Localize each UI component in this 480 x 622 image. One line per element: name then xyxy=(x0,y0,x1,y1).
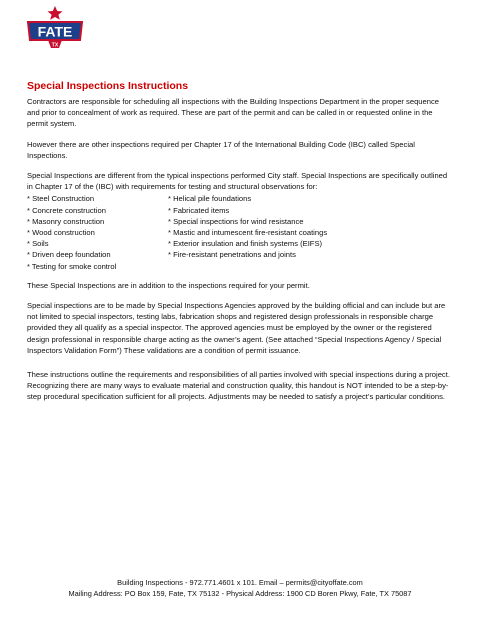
list-item: * Mastic and intumescent fire-resistant coatings xyxy=(168,228,328,238)
page-footer xyxy=(0,577,480,599)
list-item: * Helical pile foundations xyxy=(168,194,252,204)
list-item: * Wood construction xyxy=(27,228,95,238)
logo-text: FATE xyxy=(37,23,73,40)
list-item: * Soils xyxy=(27,239,49,249)
inspection-list-left xyxy=(27,193,168,271)
paragraph-requirements: Special Inspections are different from the typical inspections performed City staff. Special Inspections are specifically outlined in Chapter 17 of the (IBC) with requirements for testing and structural observations for: xyxy=(27,171,448,192)
paragraph-intro: Contractors are responsible for scheduling all inspections with the Building Inspections Department in the proper sequence and prior to concealment of work as required. These are part of the permit and can be called in or requested online in the permit system. xyxy=(27,97,439,129)
logo-subtext: TX xyxy=(51,42,59,49)
list-item: * Exterior insulation and finish systems (EIFS) xyxy=(168,239,323,249)
paragraph-addition: These Special Inspections are in addition to the inspections required for your permit. xyxy=(27,280,310,290)
footer-address: Mailing Address: PO Box 159, Fate, TX 75132 - Physical Address: 1900 CD Boren Pkwy, Fate, TX 75087 xyxy=(68,589,412,598)
list-item: * Concrete construction xyxy=(27,205,106,215)
list-item: * Fabricated items xyxy=(168,205,230,215)
paragraph-agencies: Special inspections are to be made by Special Inspections Agencies approved by the building official and can include but are not limited to special inspectors, testing labs, fabrication shops and registered design professionals in responsible charge provided they all qualify as a special inspector. The approved agencies must be employed by the owner or the registered design professional in responsible charge acting as the owner’s agent. (See attached “Special Inspections Agency / Special Inspectors Validation Form”) These validations are a condition of permit issuance. xyxy=(27,301,446,355)
list-item: * Fire-resistant penetrations and joints xyxy=(168,250,296,260)
list-item: * Steel Construction xyxy=(27,194,95,204)
paragraph-responsibilities: These instructions outline the requirements and responsibilities of all parties involved with special inspections during a project. Recognizing there are many ways to evaluate material and construction quality, this handout is NOT intended to be a step-by-step procedural specification sufficient for all projects. Adjustments may be needed to satisfy a project’s particular conditions. xyxy=(27,370,450,402)
document-body xyxy=(27,80,451,412)
list-item: * Testing for smoke control xyxy=(27,261,117,271)
inspection-list-right xyxy=(168,193,451,271)
list-item: * Driven deep foundation xyxy=(27,250,111,260)
list-item: * Masonry construction xyxy=(27,216,105,226)
footer-contact: Building Inspections - 972.771.4601 x 101. Email – permits@cityoffate.com xyxy=(117,578,363,587)
list-item: * Special inspections for wind resistance xyxy=(168,216,304,226)
city-logo xyxy=(26,6,84,50)
paragraph-ibc: However there are other inspections required per Chapter 17 of the International Building Code (IBC) called Special Inspections. xyxy=(27,139,415,160)
inspection-list xyxy=(27,193,451,271)
page-title: Special Inspections Instructions xyxy=(27,80,189,92)
